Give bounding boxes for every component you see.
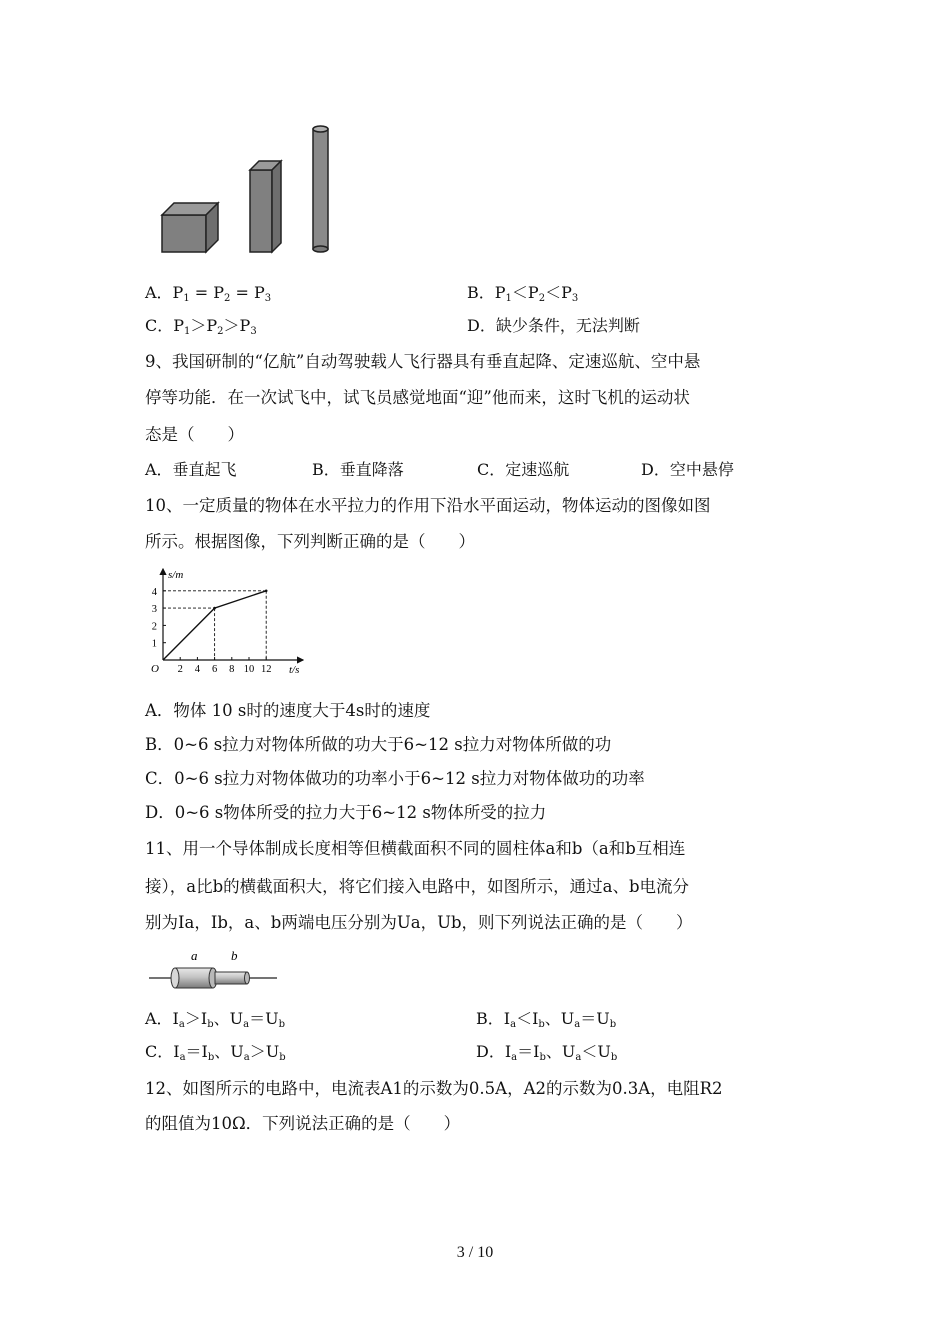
q10-text-line-2: 所示。根据图像，下列判断正确的是（ ） <box>145 532 475 551</box>
q10-option-b: B．0~6 s拉力对物体所做的功大于6~12 s拉力对物体所做的功 <box>145 735 612 754</box>
x-tick-label: 8 <box>229 664 235 675</box>
q10-option-a: A．物体 10 s时的速度大于4s时的速度 <box>145 701 431 720</box>
q11-option-d: D．$I_a=I_b$、$U_a<U_b$ <box>476 1042 618 1063</box>
q9-option-c: C．定速巡航 <box>477 460 570 479</box>
q9-option-a: A．垂直起飞 <box>145 460 237 479</box>
x-tick-label: 6 <box>211 664 218 675</box>
y-tick-label: 2 <box>151 621 157 633</box>
q11-option-c: C．$I_a=I_b$、$U_a>U_b$ <box>145 1042 286 1063</box>
x-tick-label: 2 <box>177 664 183 675</box>
chart-guides <box>163 590 268 661</box>
prism-shape <box>250 161 281 252</box>
q11-text-line-2: 接），a比b的横截面积大，将它们接入电路中，如图所示，通过a、b电流分 <box>145 877 690 896</box>
q9-text-line-2: 停等功能．在一次试飞中，试飞员感觉地面“迎”他而来，这时飞机的运动状 <box>145 388 690 407</box>
q11-text-line-1: 11、用一个导体制成长度相等但横截面积不同的圆柱体a和b（a和b互相连 <box>145 839 686 858</box>
q8-option-b: B．$P_1<P_2<P_3$ <box>467 283 579 304</box>
x-tick-label: 10 <box>243 664 255 675</box>
q11-text-line-3: 别为Ia，Ib，a、b两端电压分别为Ua，Ub，则下列说法正确的是（ ） <box>145 913 693 932</box>
q9-text-line-1: 9、我国研制的“亿航”自动驾驶载人飞行器具有垂直起降、定速巡航、空中悬 <box>145 352 701 371</box>
q12-text-line-1: 12、如图所示的电路中，电流表A1的示数为0.5A，A2的示数为0.3A，电阻R2 <box>145 1079 723 1098</box>
q8-option-a: A．$P_1 = P_2 = P_3$ <box>145 283 272 304</box>
q12-text-line-2: 的阻值为10Ω．下列说法正确的是（ ） <box>145 1114 461 1133</box>
q8-option-d: D．缺少条件，无法判断 <box>467 316 640 335</box>
y-axis-label: s/m <box>168 569 184 581</box>
q9-option-b: B．垂直降落 <box>312 460 404 479</box>
y-tick-label: 1 <box>151 638 157 650</box>
cube-shape <box>162 203 218 252</box>
q11-option-b: B．$I_a<I_b$、$U_a=U_b$ <box>476 1009 617 1030</box>
x-tick-label: 12 <box>260 664 272 675</box>
y-tick-label: 4 <box>151 586 157 598</box>
q8-solids-figure <box>150 120 350 260</box>
chart-ticks <box>152 587 272 675</box>
s-t-chart <box>143 565 313 680</box>
q9-text-line-3: 态是（ ） <box>145 425 244 444</box>
y-tick-label: 3 <box>151 604 157 616</box>
page-number: 3 / 10 <box>456 1244 494 1261</box>
cylinder-shape <box>313 126 328 252</box>
conductor-figure <box>145 945 285 995</box>
label-b: b <box>231 948 238 963</box>
x-tick-label: 4 <box>194 664 201 675</box>
origin-label: O <box>151 663 159 675</box>
q10-option-d: D．0~6 s物体所受的拉力大于6~12 s物体所受的拉力 <box>145 803 547 822</box>
q10-option-c: C．0~6 s拉力对物体做功的功率小于6~12 s拉力对物体做功的功率 <box>145 769 645 788</box>
q8-option-c: C．$P_1>P_2>P_3$ <box>145 316 257 337</box>
cylinder-b <box>215 972 250 984</box>
x-axis-label: t/s <box>289 664 300 676</box>
q10-text-line-1: 10、一定质量的物体在水平拉力的作用下沿水平面运动，物体运动的图像如图 <box>145 496 711 515</box>
q11-option-a: A．$I_a>I_b$、$U_a=U_b$ <box>145 1009 285 1030</box>
cylinder-a <box>171 968 217 988</box>
label-a: a <box>191 948 198 963</box>
q9-option-d: D．空中悬停 <box>641 460 734 479</box>
